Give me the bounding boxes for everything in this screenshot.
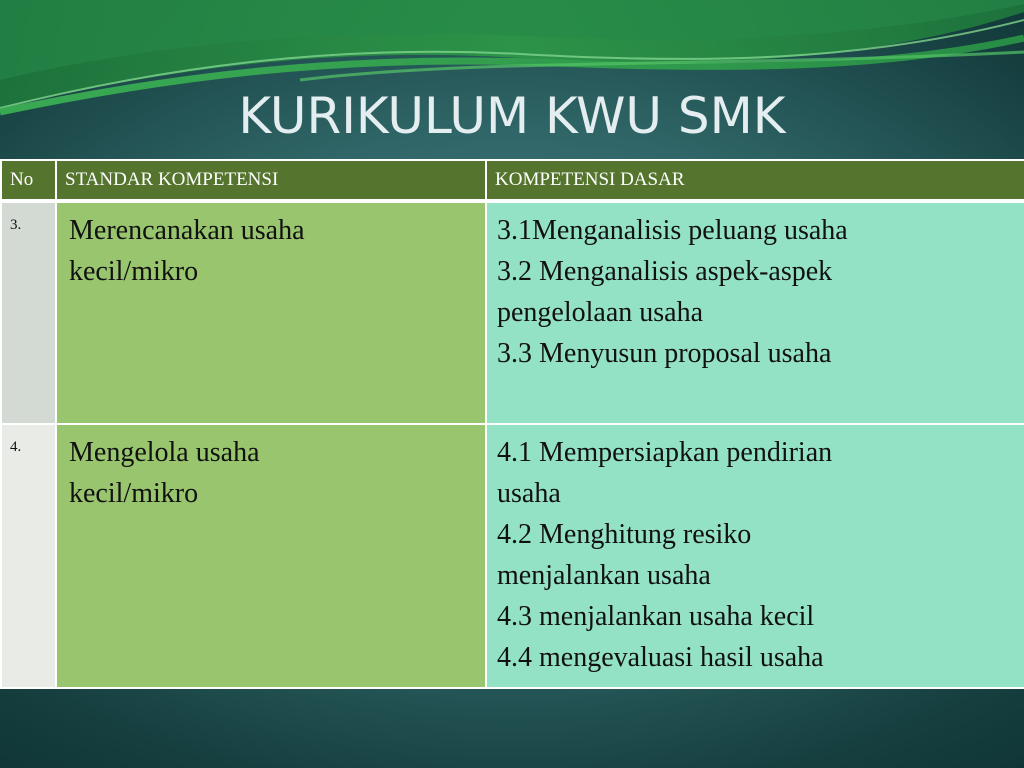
table-row <box>1 201 1024 424</box>
standar-kompetensi-cell <box>56 424 486 688</box>
kompetensi-line: 4.4 mengevaluasi hasil usaha <box>497 642 824 673</box>
table-header-row <box>1 160 1024 201</box>
kompetensi-dasar-cell <box>486 201 1024 424</box>
header-standar-kompetensi: STANDAR KOMPETENSI <box>56 160 486 201</box>
standar-kompetensi-cell <box>56 201 486 424</box>
slide-title: KURIKULUM KWU SMK <box>238 87 786 145</box>
kompetensi-line: 3.3 Menyusun proposal usaha <box>497 338 832 369</box>
standar-line: kecil/mikro <box>69 256 199 287</box>
row-number: 3. <box>1 201 56 424</box>
kompetensi-line: 3.1Menganalisis peluang usaha <box>497 215 848 246</box>
header-kompetensi-dasar: KOMPETENSI DASAR <box>486 160 1024 201</box>
kompetensi-line: menjalankan usaha <box>497 560 711 591</box>
kompetensi-line: pengelolaan usaha <box>497 297 704 328</box>
kompetensi-line: usaha <box>497 478 561 509</box>
kompetensi-line: 4.3 menjalankan usaha kecil <box>497 601 815 632</box>
row-number: 4. <box>1 424 56 688</box>
kompetensi-line: 4.1 Mempersiapkan pendirian <box>497 437 833 468</box>
kompetensi-line: 3.2 Menganalisis aspek-aspek <box>497 256 833 287</box>
kompetensi-dasar-cell <box>486 424 1024 688</box>
curriculum-table <box>0 159 1024 689</box>
header-no: No <box>1 160 56 201</box>
standar-line: Mengelola usaha <box>69 437 260 468</box>
table-row <box>1 424 1024 688</box>
standar-line: Merencanakan usaha <box>69 215 305 246</box>
kompetensi-line: 4.2 Menghitung resiko <box>497 519 752 550</box>
standar-line: kecil/mikro <box>69 478 199 509</box>
